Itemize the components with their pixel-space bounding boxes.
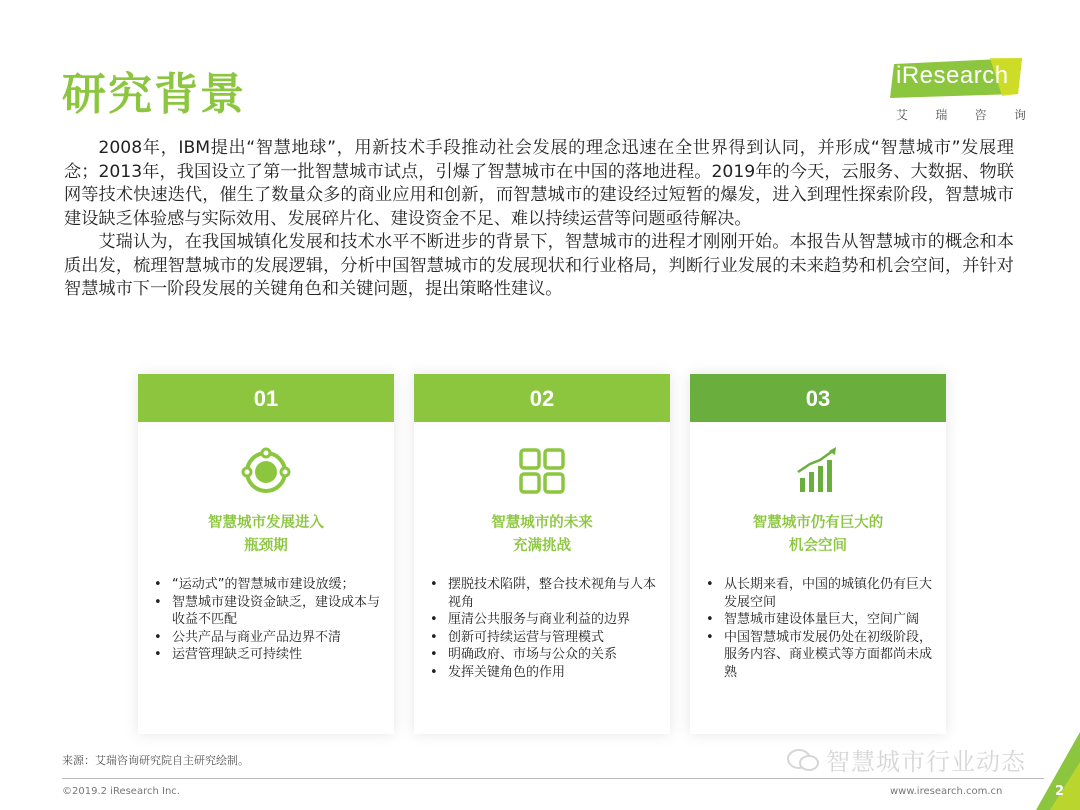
page-title: 研究背景 (62, 69, 246, 120)
card-list (148, 576, 388, 664)
bar-growth-icon (788, 444, 848, 500)
footer-divider (62, 778, 1044, 779)
card-02 (414, 374, 670, 734)
list-item-text: 运营管理缺乏可持续性 (172, 647, 303, 662)
logo-sub-char: 瑞 (935, 108, 948, 122)
card-number: 03 (690, 374, 946, 422)
list-item: • “运动式”的智慧城市建设放缓； (154, 577, 355, 592)
list-item-text: 发挥关键角色的作用 (448, 664, 566, 680)
card-group (138, 374, 946, 734)
card-03 (690, 374, 946, 734)
card-number: 02 (414, 374, 670, 422)
card-title-line: 机会空间 (789, 538, 847, 554)
list-item: • 智慧城市建设资金缺乏，建设成本与收益不匹配 (154, 594, 381, 627)
list-item: • 从长期来看，中国的城镇化仍有巨大发展空间 (706, 577, 933, 610)
target-cycle-icon (236, 444, 296, 500)
card-list (700, 576, 940, 681)
card-title-line: 智慧城市仍有巨大的 (752, 515, 884, 531)
list-item: • 发挥关键角色的作用 (430, 664, 566, 680)
card-01 (138, 374, 394, 734)
grid-squares-icon (512, 444, 572, 500)
list-item: • 摆脱技术陷阱，整合技术视角与人本视角 (430, 577, 657, 610)
watermark-text: 智慧城市行业动态 (826, 748, 1026, 776)
wechat-watermark-icon (786, 748, 822, 772)
card-title (414, 512, 670, 558)
intro-text (64, 137, 1014, 302)
logo-sub-char: 咨 (974, 108, 987, 122)
list-item-text: 厘清公共服务与商业利益的边界 (448, 612, 631, 627)
card-title (690, 512, 946, 558)
list-item: • 中国智慧城市发展仍处在初级阶段，服务内容、商业模式等方面都尚未成熟 (706, 629, 933, 680)
logo-subtitle (896, 106, 1026, 123)
list-item-text: 中国智慧城市发展仍处在初级阶段，服务内容、商业模式等方面都尚未成熟 (724, 629, 933, 680)
list-item: • 创新可持续运营与管理模式 (430, 629, 605, 645)
card-list (424, 576, 664, 681)
list-item-text: 从长期来看，中国的城镇化仍有巨大发展空间 (724, 577, 933, 610)
page-number: 2 (1055, 784, 1065, 799)
list-item-text: 智慧城市建设体量巨大，空间广阔 (724, 612, 920, 627)
list-item-text: “运动式”的智慧城市建设放缓； (172, 577, 355, 592)
list-item: • 运营管理缺乏可持续性 (154, 647, 303, 662)
list-item-text: 明确政府、市场与公众的关系 (448, 647, 618, 662)
list-item: • 智慧城市建设体量巨大，空间广阔 (706, 612, 920, 627)
iresearch-logo (890, 58, 1030, 122)
list-item: • 明确政府、市场与公众的关系 (430, 647, 618, 662)
list-item-text: 公共产品与商业产品边界不清 (172, 629, 342, 645)
card-title-line: 智慧城市发展进入 (208, 515, 324, 531)
website: www.iresearch.com.cn (890, 786, 1003, 797)
list-item: • 厘清公共服务与商业利益的边界 (430, 612, 631, 627)
card-title (138, 512, 394, 558)
copyright: ©2019.2 iResearch Inc. (62, 786, 180, 797)
source-note: 来源：艾瑞咨询研究院自主研究绘制。 (62, 754, 249, 767)
card-title-line: 智慧城市的未来 (491, 515, 593, 531)
list-item: • 公共产品与商业产品边界不清 (154, 629, 342, 645)
card-number: 01 (138, 374, 394, 422)
list-item-text: 智慧城市建设资金缺乏，建设成本与收益不匹配 (172, 594, 381, 627)
intro-paragraph: 艾瑞认为，在我国城镇化发展和技术水平不断进步的背景下，智慧城市的进程才刚刚开始。本报告从智慧城市的概念和本质出发，梳理智慧城市的发展逻辑，分析中国智慧城市的发展现状和行业格局，判断行业发展的未来趋势和机会空间，并针对智慧城市下一阶段发展的关键角色和关键问题，提出策略性建议。 (64, 232, 1014, 299)
logo-sub-char: 艾 (896, 108, 909, 122)
logo-brand: iResearch (896, 62, 1009, 89)
card-title-line: 充满挑战 (513, 538, 571, 554)
logo-sub-char: 询 (1013, 108, 1026, 122)
intro-paragraph: 2008年，IBM提出“智慧地球”，用新技术手段推动社会发展的理念迅速在全世界得到认同，并形成“智慧城市”发展理念；2013年，我国设立了第一批智慧城市试点，引爆了智慧城市在中国的落地进程。2019年的今天，云服务、大数据、物联网等技术快速迭代，催生了数量众多的商业应用和创新，而智慧城市的建设经过短暂的爆发，进入到理性探索阶段，智慧城市建设缺乏体验感与实际效用、发展碎片化、建设资金不足、难以持续运营等问题亟待解决。 (64, 138, 1014, 229)
list-item-text: 摆脱技术陷阱，整合技术视角与人本视角 (448, 577, 657, 610)
card-title-line: 瓶颈期 (244, 538, 288, 554)
list-item-text: 创新可持续运营与管理模式 (448, 629, 605, 645)
